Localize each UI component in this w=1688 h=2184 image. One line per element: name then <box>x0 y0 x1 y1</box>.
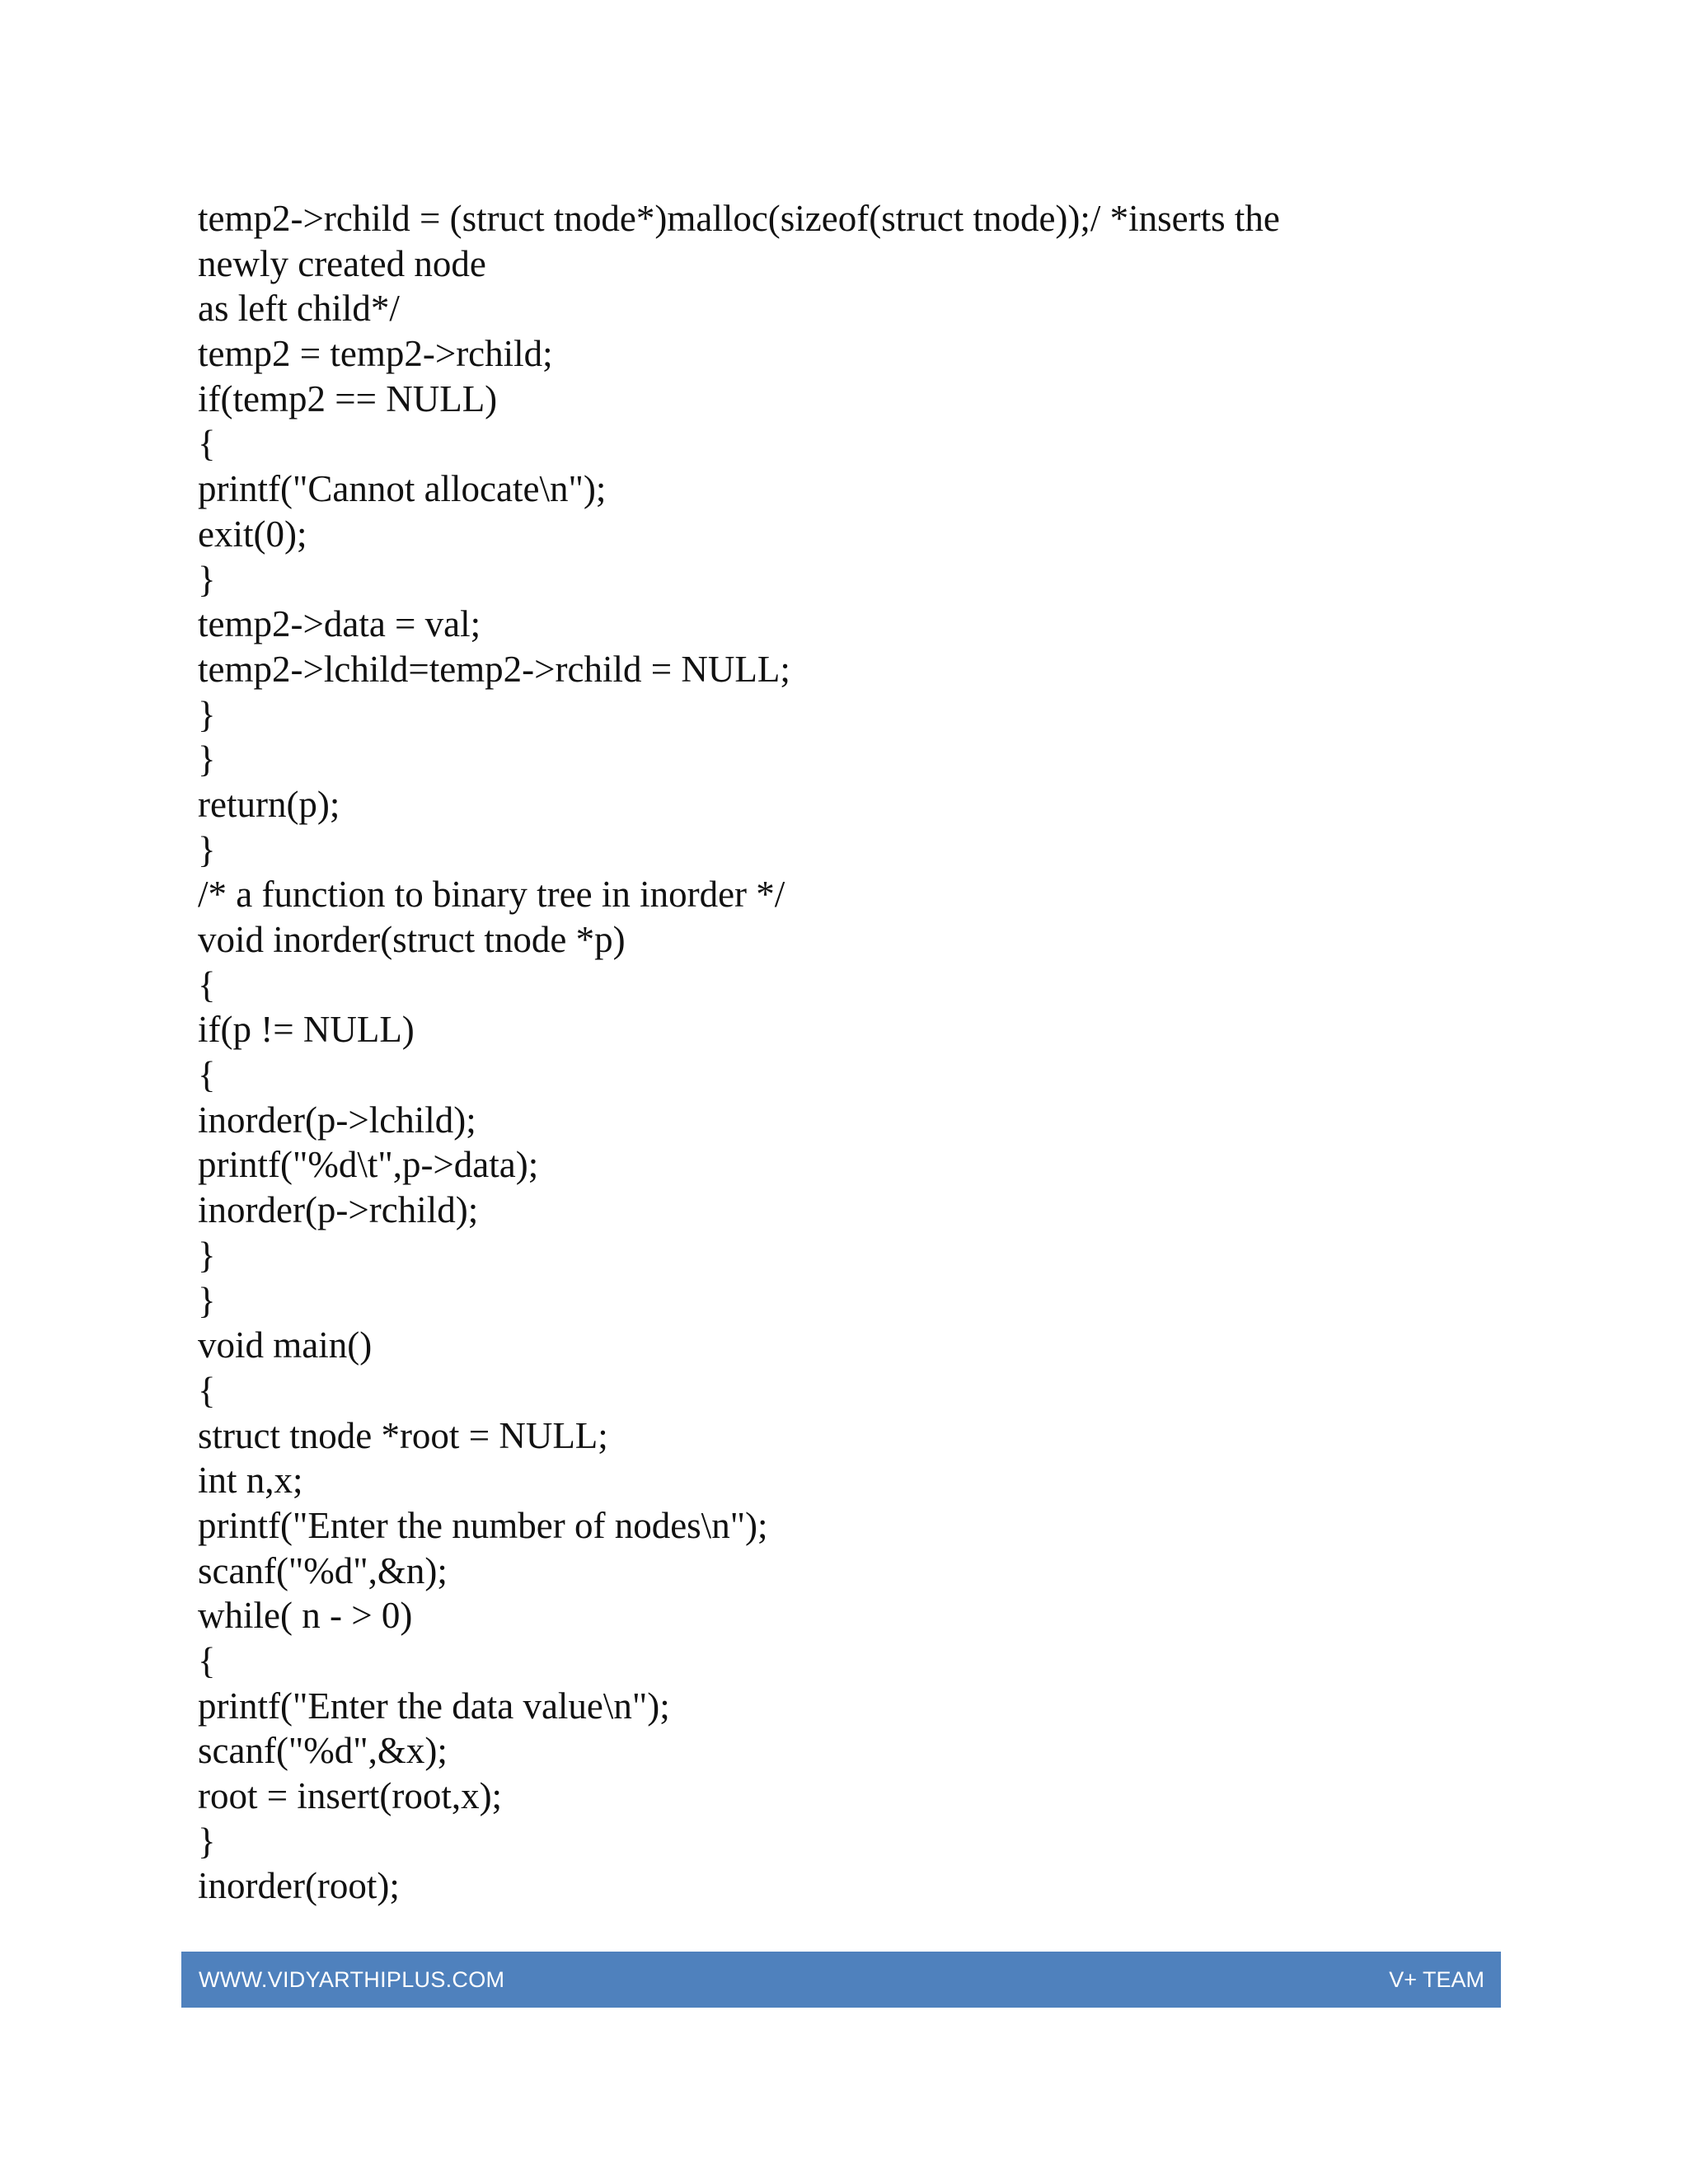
code-line: scanf("%d",&n); <box>198 1549 448 1591</box>
code-line: { <box>198 1369 216 1411</box>
code-line: while( n - > 0) <box>198 1595 413 1637</box>
code-line: root = insert(root,x); <box>198 1775 503 1817</box>
code-line: /* a function to binary tree in inorder */ <box>198 874 785 916</box>
code-line: inorder(root); <box>198 1865 400 1907</box>
code-line: } <box>198 1820 216 1862</box>
code-line: if(p != NULL) <box>198 1009 415 1051</box>
code-line: inorder(p->lchild); <box>198 1099 476 1141</box>
code-line: temp2->lchild=temp2->rchild = NULL; <box>198 648 790 690</box>
code-line: void inorder(struct tnode *p) <box>198 919 626 960</box>
code-line: void main() <box>198 1324 373 1366</box>
code-line: } <box>198 693 216 735</box>
code-line: exit(0); <box>198 513 307 555</box>
code-line: printf("Enter the data value\n"); <box>198 1685 670 1727</box>
code-line: { <box>198 1054 216 1096</box>
code-line: printf("%d\t",p->data); <box>198 1144 539 1186</box>
code-line: } <box>198 828 216 870</box>
code-line: } <box>198 558 216 600</box>
code-line: } <box>198 738 216 780</box>
code-line: return(p); <box>198 783 340 825</box>
code-line: struct tnode *root = NULL; <box>198 1414 608 1456</box>
code-line: newly created node <box>198 242 486 284</box>
code-line: { <box>198 423 216 465</box>
footer-website-link[interactable]: WWW.VIDYARTHIPLUS.COM <box>199 1967 505 1992</box>
page-footer <box>181 1952 1501 2008</box>
code-line: inorder(p->rchild); <box>198 1189 479 1231</box>
code-line: as left child*/ <box>198 288 400 330</box>
code-line: printf("Cannot allocate\n"); <box>198 468 607 510</box>
code-line: if(temp2 == NULL) <box>198 377 498 419</box>
code-line: } <box>198 1279 216 1321</box>
code-line: } <box>198 1234 216 1276</box>
footer-team-label: V+ TEAM <box>1389 1967 1484 1992</box>
code-line: temp2->data = val; <box>198 603 481 645</box>
code-line: { <box>198 1640 216 1681</box>
code-line: printf("Enter the number of nodes\n"); <box>198 1504 768 1546</box>
code-listing <box>198 196 1517 1909</box>
code-line: temp2->rchild = (struct tnode*)malloc(sizeof(struct tnode));/ *inserts the <box>198 198 1280 239</box>
code-line: int n,x; <box>198 1460 303 1502</box>
code-line: temp2 = temp2->rchild; <box>198 333 553 375</box>
code-line: scanf("%d",&x); <box>198 1730 448 1772</box>
code-line: { <box>198 963 216 1005</box>
